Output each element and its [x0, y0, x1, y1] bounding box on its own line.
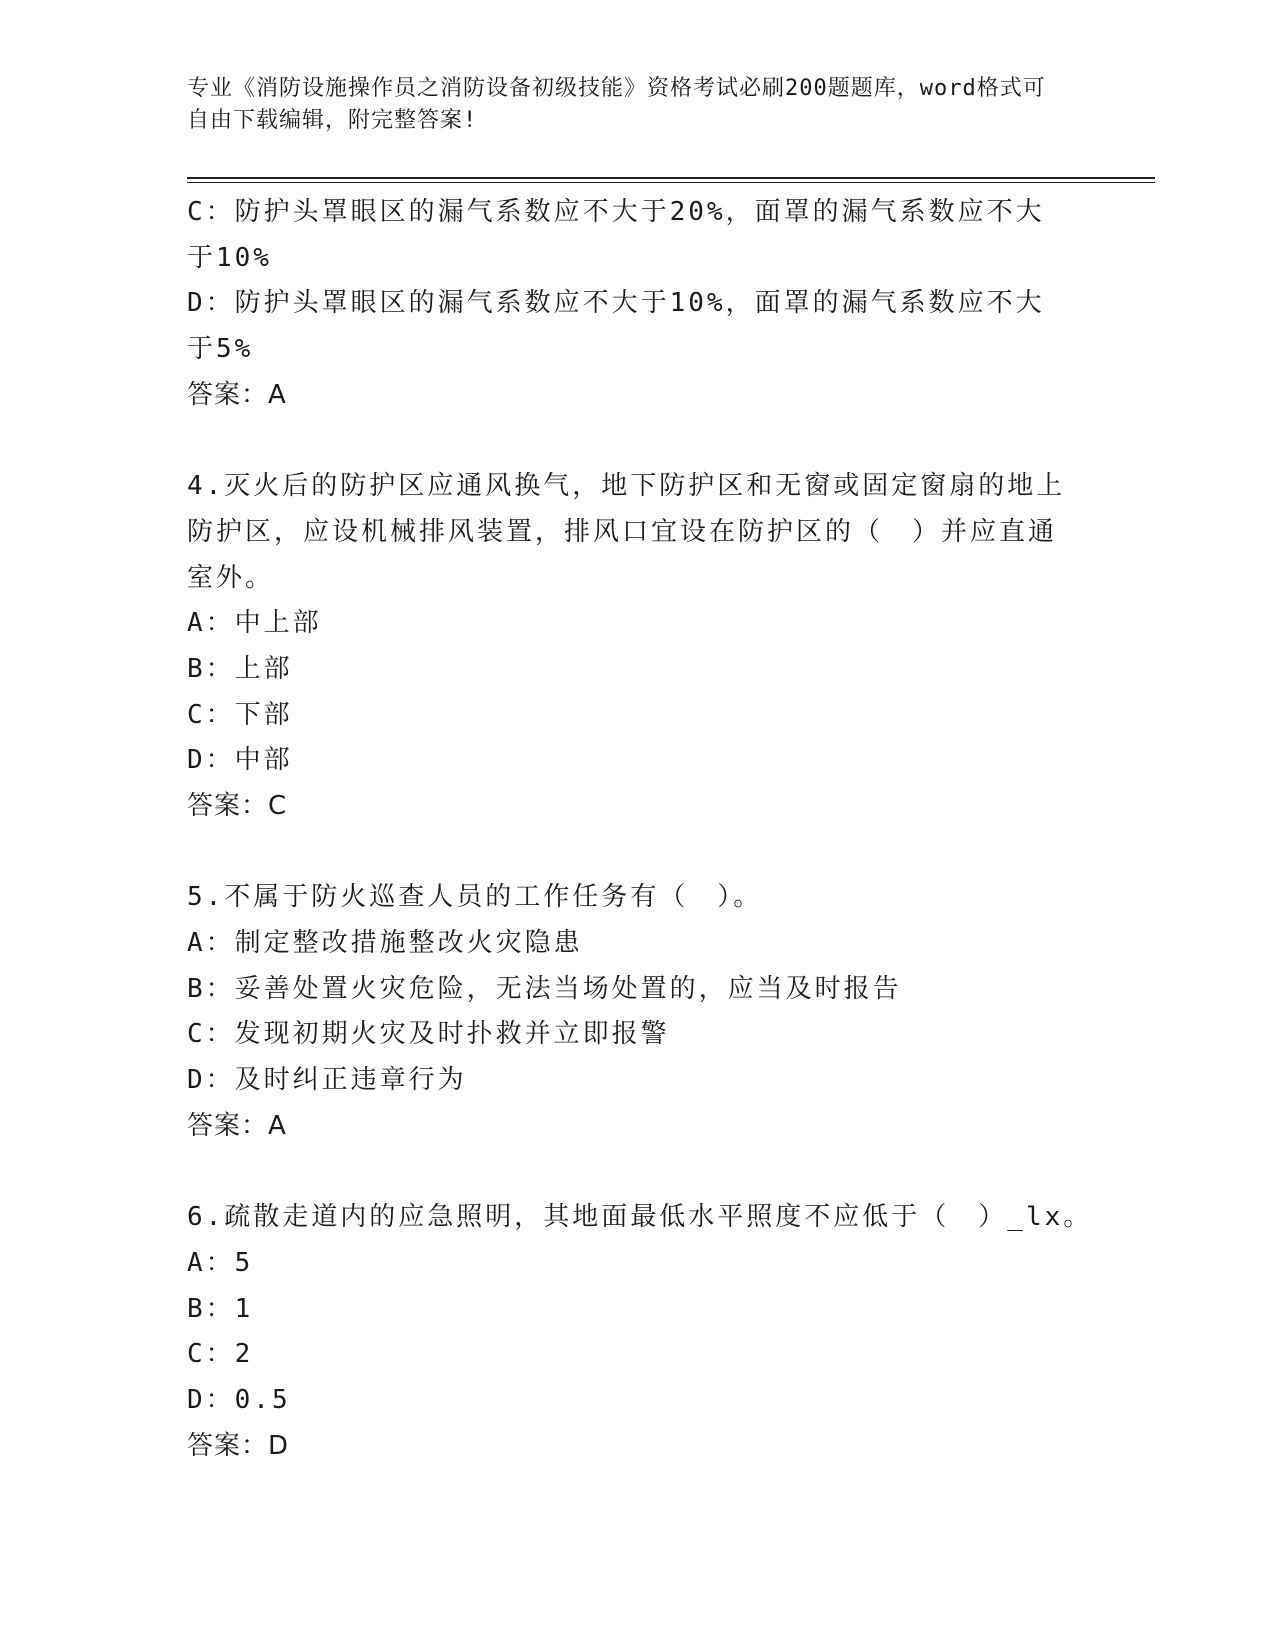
spacer: [187, 1150, 1067, 1196]
option-d: D：0.5: [187, 1384, 291, 1415]
document-body: [187, 190, 1093, 1469]
spacer: [187, 419, 1067, 465]
answer-label: 答案：A: [187, 1110, 287, 1141]
header-rule: [187, 177, 1155, 183]
option-b: B：上部: [187, 653, 293, 684]
answer-label: 答案：A: [187, 379, 287, 410]
option-c: C：防护头罩眼区的漏气系数应不大于20%，面罩的漏气系数应不大于10%: [187, 197, 1045, 273]
answer-label: 答案：C: [187, 791, 288, 822]
option-a: A：中上部: [187, 608, 322, 639]
option-d: D：中部: [187, 745, 293, 776]
option-d: D：及时纠正违章行为: [187, 1065, 467, 1096]
option-a: A：制定整改措施整改火灾隐患: [187, 928, 583, 959]
option-c: C：发现初期火灾及时扑救并立即报警: [187, 1019, 670, 1050]
question-stem: 4.灭火后的防护区应通风换气，地下防护区和无窗或固定窗扇的地上防护区，应设机械排风装置，排风口宜设在防护区的（ ）并应直通室外。: [187, 471, 1066, 593]
option-b: B：1: [187, 1293, 254, 1324]
question-stem: 6.疏散走道内的应急照明，其地面最低水平照度不应低于（ ）_lx。: [187, 1202, 1093, 1233]
option-d: D：防护头罩眼区的漏气系数应不大于10%，面罩的漏气系数应不大于5%: [187, 288, 1045, 365]
question-stem: 5.不属于防火巡查人员的工作任务有（ ）。: [187, 882, 763, 913]
option-c: C：2: [187, 1339, 254, 1370]
option-c: C：下部: [187, 699, 293, 730]
spacer: [187, 830, 1067, 876]
answer-label: 答案：D: [187, 1430, 290, 1461]
option-a: A：5: [187, 1247, 254, 1278]
option-b: B：妥善处置火灾危险，无法当场处置的，应当及时报告: [187, 973, 902, 1004]
document-header: 专业《消防设施操作员之消防设备初级技能》资格考试必刷200题题库，word格式可自由下载编辑，附完整答案!: [187, 76, 1046, 133]
